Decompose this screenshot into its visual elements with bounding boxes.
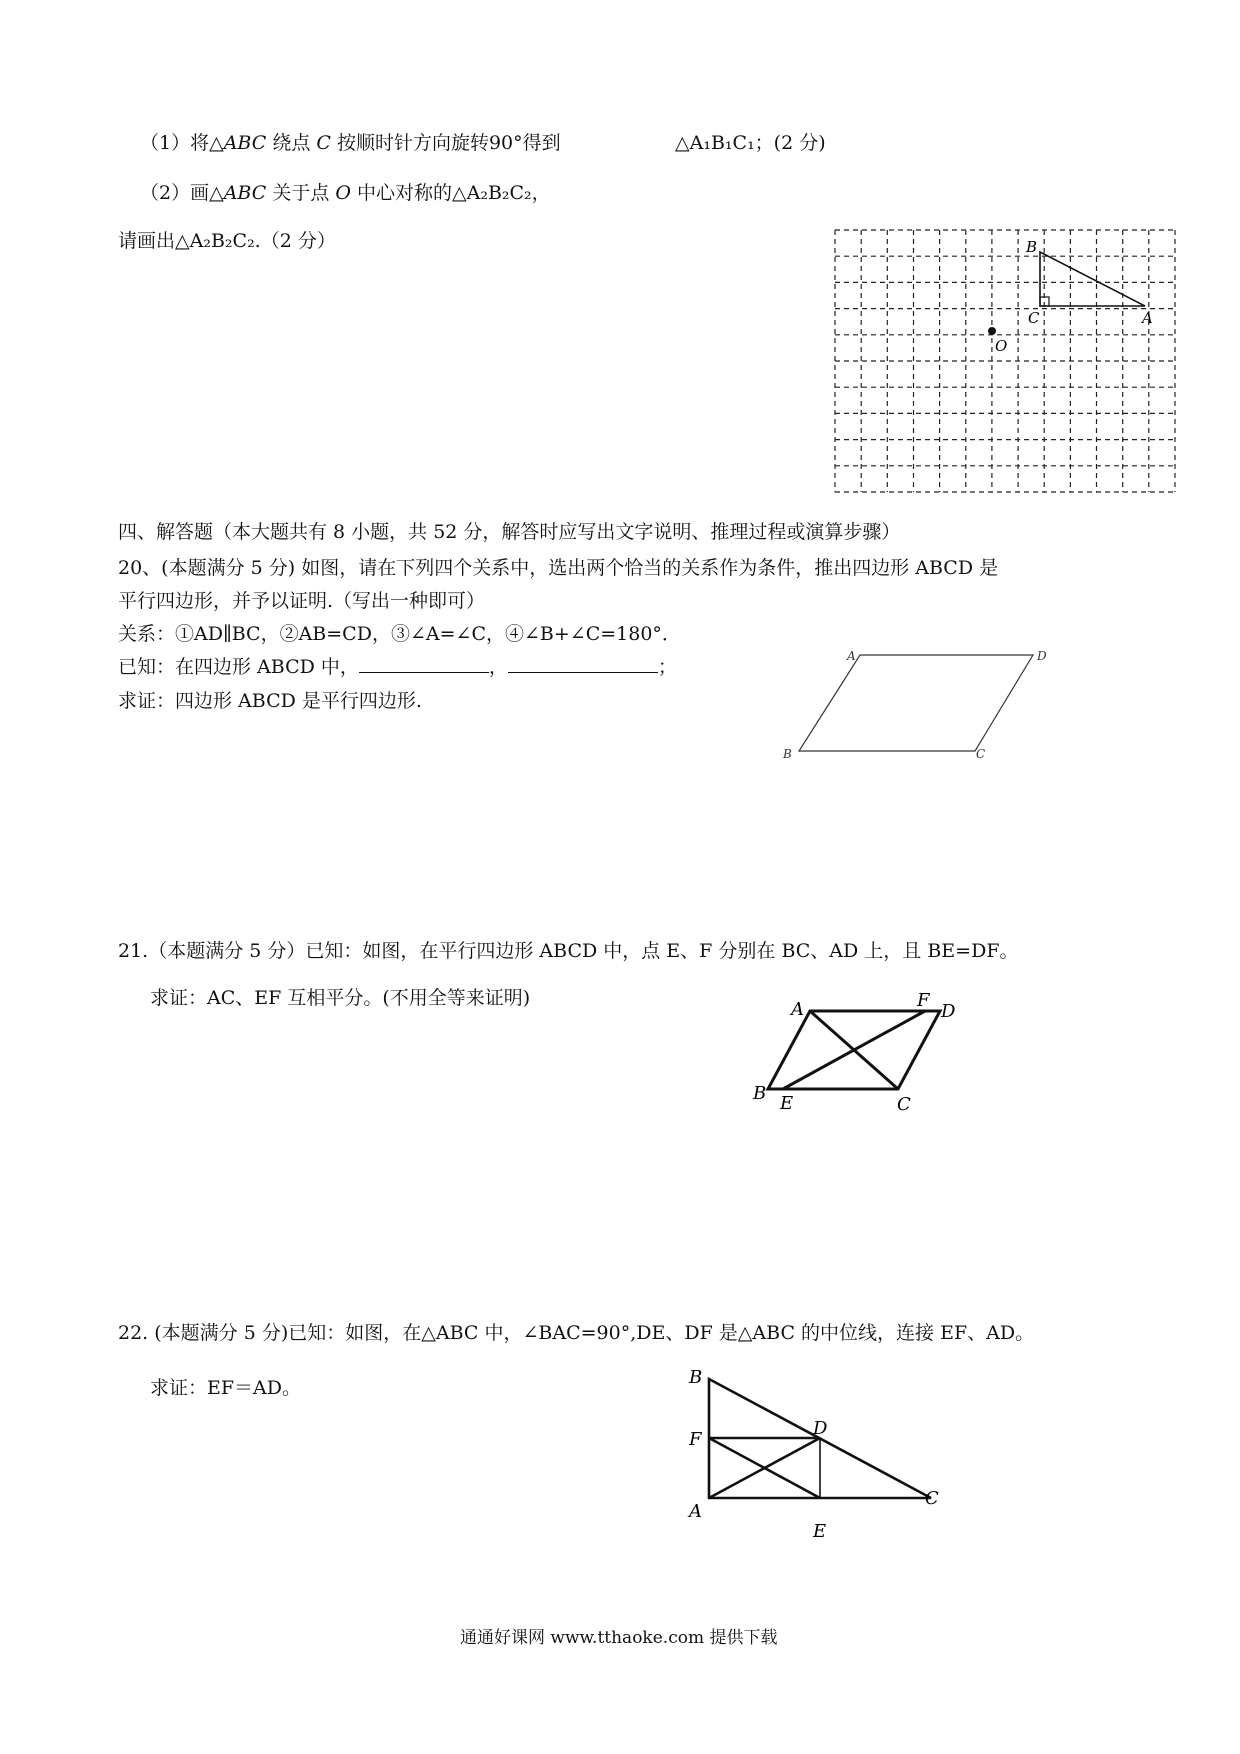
q22-label-c: C (925, 1488, 939, 1509)
q20-line2: 平行四边形，并予以证明.（写出一种即可） (118, 590, 486, 612)
q19-grid-figure (835, 230, 1175, 492)
q19-step1-prefix: （1）将△ (140, 132, 224, 154)
q22-line1: 22. (本题满分 5 分)已知：如图，在△ABC 中，∠BAC=90°,DE、DF 是△ABC 的中位线，连接 EF、AD。 (118, 1322, 1035, 1344)
q19-step2-prefix: （2）画△ (140, 182, 224, 204)
q20-known (118, 654, 677, 680)
q20-semicolon: ； (657, 656, 677, 678)
q22-label-b: B (689, 1367, 703, 1388)
q21-label-a: A (791, 999, 804, 1020)
q21-label-d: D (941, 1001, 956, 1022)
q21-label-f: F (917, 990, 930, 1011)
q19-step1-abc: ABC (223, 132, 267, 154)
q20-label-c: C (976, 747, 986, 761)
answer-blank-2[interactable] (508, 654, 658, 673)
q20-line1: 20、(本题满分 5 分) 如图，请在下列四个关系中，选出两个恰当的关系作为条件，推出四边形 ABCD 是 (118, 557, 999, 579)
q19-step2-o: O (335, 182, 351, 204)
answer-blank-1[interactable] (359, 654, 489, 673)
q22-label-d: D (813, 1418, 828, 1439)
q20-label-d: D (1037, 649, 1047, 663)
q19-step1-mid: 绕点 (266, 132, 317, 154)
q19-step2-rest: 中心对称的△A₂B₂C₂， (350, 182, 551, 204)
q20-label-a: A (847, 649, 856, 663)
q21-parallelogram-figure (745, 990, 985, 1120)
q20-label-b: B (783, 747, 792, 761)
grid-label-c: C (1028, 309, 1040, 327)
page-footer: 通通好课网 www.tthaoke.com 提供下载 (460, 1628, 778, 1648)
q20-relations: 关系：①AD∥BC，②AB=CD，③∠A=∠C，④∠B+∠C=180°． (118, 623, 681, 645)
q19-step2-mid: 关于点 (266, 182, 336, 204)
q22-label-f: F (689, 1429, 702, 1450)
grid-label-o: O (995, 337, 1008, 355)
q19-step1-rest: 按顺时针方向旋转90°得到 (330, 132, 561, 154)
point-o (988, 327, 996, 335)
q21-line1: 21.（本题满分 5 分）已知：如图，在平行四边形 ABCD 中，点 E、F 分别在 BC、AD 上，且 BE=DF。 (118, 940, 1019, 962)
q19-step1-target: △A₁B₁C₁；(2 分) (675, 132, 826, 154)
q21-line2: 求证：AC、EF 互相平分。(不用全等来证明) (150, 987, 531, 1009)
section4-heading: 四、解答题（本大题共有 8 小题，共 52 分，解答时应写出文字说明、推理过程或演算步骤） (118, 521, 901, 543)
parallelogram-abcd (799, 655, 1033, 751)
q21-label-b: B (753, 1083, 767, 1104)
q19-step2 (140, 180, 551, 206)
q20-parallelogram-figure (775, 645, 1075, 765)
q22-label-e: E (813, 1521, 827, 1542)
q19-step2-abc: ABC (223, 182, 267, 204)
q20-comma: ， (488, 656, 508, 678)
q22-line2: 求证：EF＝AD。 (150, 1377, 302, 1399)
q21-label-e: E (780, 1093, 794, 1114)
q19-step1-c: C (316, 132, 331, 154)
grid-label-a: A (1142, 309, 1153, 327)
q20-prove: 求证：四边形 ABCD 是平行四边形. (118, 690, 422, 712)
q22-label-a: A (689, 1501, 702, 1522)
triangle-abc (1040, 252, 1145, 306)
grid-label-b: B (1026, 238, 1038, 256)
q19-step2-line2: 请画出△A₂B₂C₂.（2 分） (118, 230, 336, 252)
q19-step1 (140, 130, 561, 156)
q22-triangle-figure (685, 1365, 955, 1555)
q20-known-prefix: 已知：在四边形 ABCD 中， (118, 656, 359, 678)
q21-label-c: C (897, 1094, 911, 1115)
